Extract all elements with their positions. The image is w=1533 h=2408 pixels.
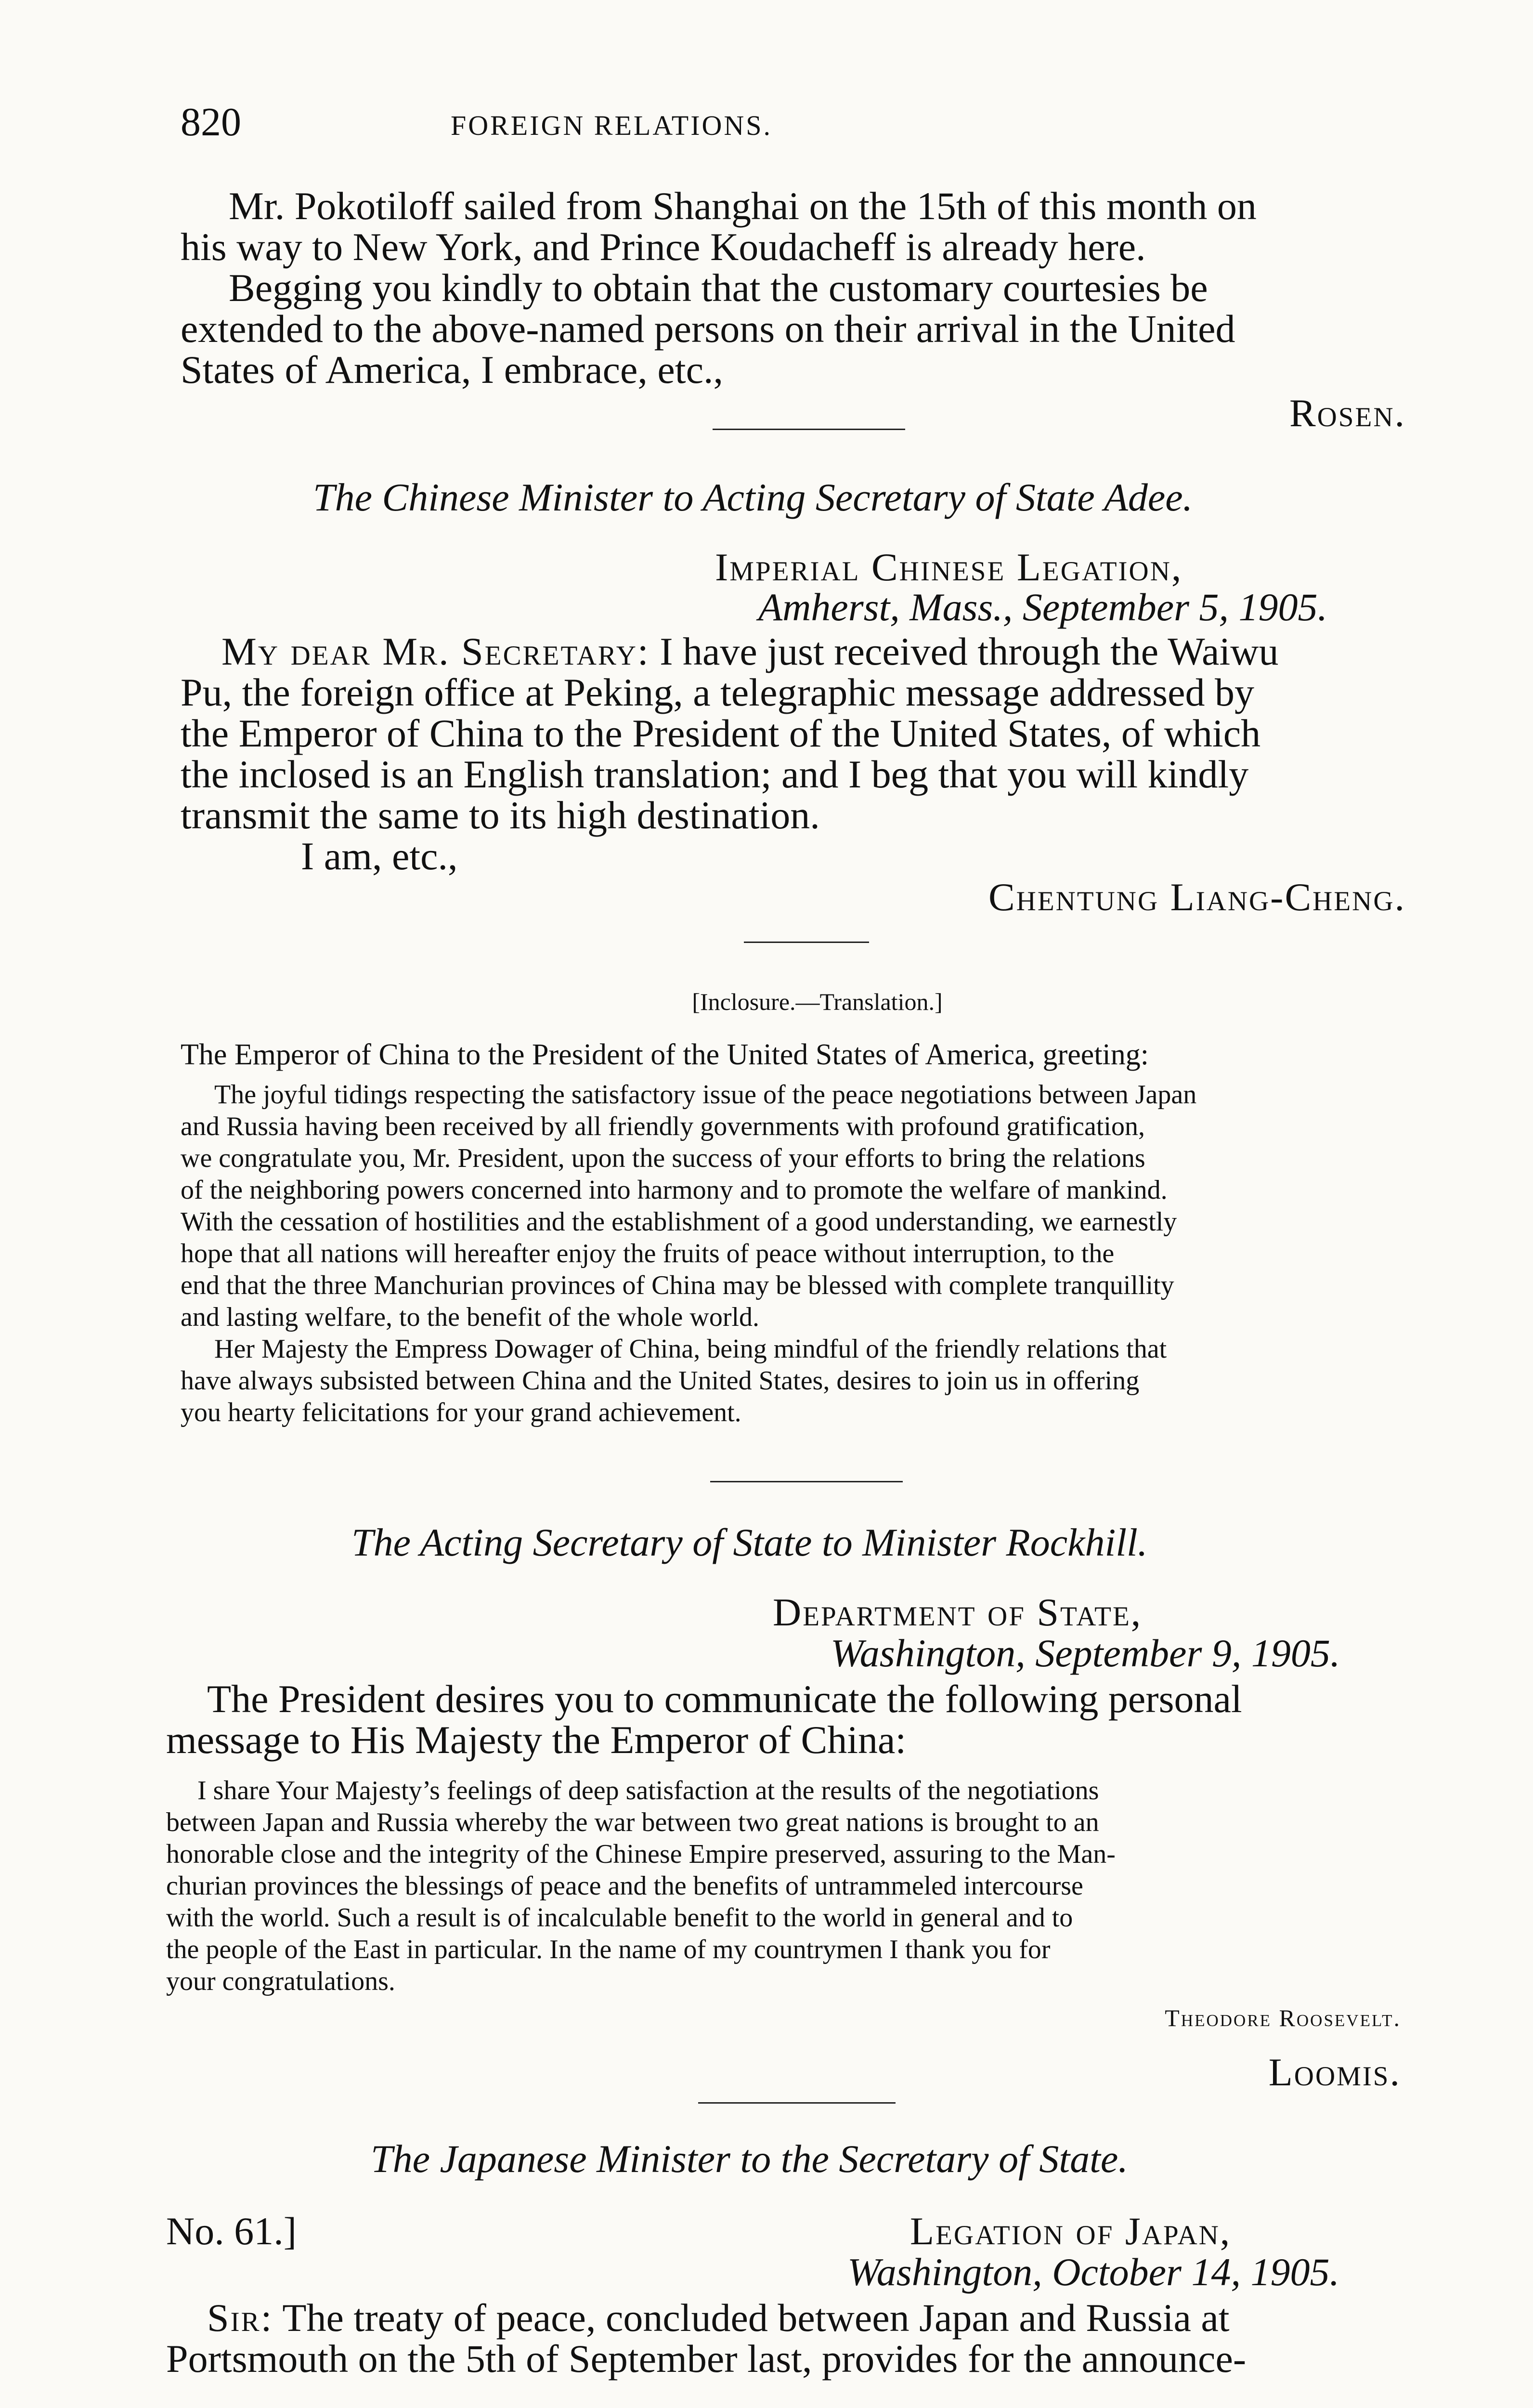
document-number: No. 61.] xyxy=(166,2209,297,2253)
inclosure-line: and Russia having been received by all friendly governments with profound gratification, xyxy=(181,1112,1145,1141)
body-line: extended to the above-named persons on their arrival in the United xyxy=(181,307,1235,351)
signature-chentung: Chentung Liang-Cheng. xyxy=(988,875,1406,919)
inclosure-line: hope that all nations will hereafter enjoy the fruits of peace without interruption, to the xyxy=(181,1239,1115,1269)
section-divider xyxy=(744,942,869,943)
body-line: transmit the same to its high destination. xyxy=(181,793,820,837)
body-line: Pu, the foreign office at Peking, a telegraphic message addressed by xyxy=(181,670,1254,714)
letter-heading: The Japanese Minister to the Secretary of State. xyxy=(371,2137,1128,2181)
inclosure-line: and lasting welfare, to the benefit of the whole world. xyxy=(181,1302,760,1332)
signature-rosen: Rosen. xyxy=(1289,391,1406,435)
section-divider xyxy=(698,2102,896,2104)
message-line: with the world. Such a result is of incalculable benefit to the world in general and to xyxy=(166,1903,1073,1933)
inclosure-line: have always subsisted between China and the United States, desires to join us in offering xyxy=(181,1366,1140,1396)
body-text: The treaty of peace, concluded between Japan and Russia at xyxy=(282,2296,1230,2340)
inclosure-greeting: The Emperor of China to the President of the United States of America, greeting: xyxy=(181,1038,1149,1071)
page-number: 820 xyxy=(181,100,241,144)
body-line: the inclosed is an English translation; and I beg that you will kindly xyxy=(181,752,1249,796)
signature-roosevelt: Theodore Roosevelt. xyxy=(1165,2004,1401,2031)
body-line-first xyxy=(221,631,1278,672)
running-title: FOREIGN RELATIONS. xyxy=(450,110,773,141)
message-line: I share Your Majesty’s feelings of deep satisfaction at the results of the negotiations xyxy=(197,1776,1099,1806)
inclosure-label: [Inclosure.—Translation.] xyxy=(692,988,943,1015)
body-line: Portsmouth on the 5th of September last, provides for the announce- xyxy=(166,2337,1247,2381)
body-line: his way to New York, and Prince Koudacheff is already here. xyxy=(181,225,1146,269)
message-line: the people of the East in particular. In the name of my countrymen I thank you for xyxy=(166,1935,1051,1964)
body-line: the Emperor of China to the President of the United States, of which xyxy=(181,711,1261,755)
signature-loomis: Loomis. xyxy=(1268,2050,1401,2094)
place-date: Washington, September 9, 1905. xyxy=(831,1631,1340,1675)
body-line-first xyxy=(207,2297,1230,2339)
salutation: My dear Mr. Secretary: xyxy=(221,629,650,673)
inclosure-line: of the neighboring powers concerned into harmony and to promote the welfare of mankind. xyxy=(181,1175,1168,1205)
message-line: your congratulations. xyxy=(166,1966,395,1996)
letter-heading: The Chinese Minister to Acting Secretary of State Adee. xyxy=(313,475,1193,519)
message-line: churian provinces the blessings of peace and the benefits of untrammeled intercourse xyxy=(166,1871,1083,1901)
body-line: States of America, I embrace, etc., xyxy=(181,348,723,392)
inclosure-line: we congratulate you, Mr. President, upon the success of your efforts to bring the relations xyxy=(181,1143,1145,1173)
inclosure-line: you hearty felicitations for your grand achievement. xyxy=(181,1398,741,1427)
inclosure-line: end that the three Manchurian provinces of China may be blessed with complete tranquillity xyxy=(181,1270,1174,1300)
sender-address: Department of State, xyxy=(773,1590,1143,1634)
body-line: message to His Majesty the Emperor of China: xyxy=(166,1718,907,1762)
place-date: Washington, October 14, 1905. xyxy=(847,2250,1339,2294)
section-divider xyxy=(713,429,905,430)
body-text: I have just received through the Waiwu xyxy=(660,629,1279,673)
sender-address: Imperial Chinese Legation, xyxy=(715,545,1183,589)
body-line: Begging you kindly to obtain that the customary courtesies be xyxy=(229,266,1208,310)
inclosure-line: The joyful tidings respecting the satisfactory issue of the peace negotiations between Japan xyxy=(214,1080,1197,1110)
letter-heading: The Acting Secretary of State to Minister Rockhill. xyxy=(351,1520,1148,1564)
sender-address: Legation of Japan, xyxy=(910,2209,1232,2253)
section-divider xyxy=(710,1481,903,1482)
message-line: honorable close and the integrity of the Chinese Empire preserved, assuring to the Man- xyxy=(166,1839,1116,1869)
message-line: between Japan and Russia whereby the war between two great nations is brought to an xyxy=(166,1807,1099,1837)
body-line: The President desires you to communicate the following personal xyxy=(207,1677,1242,1721)
closing: I am, etc., xyxy=(301,834,458,878)
salutation: Sir: xyxy=(207,2296,273,2340)
inclosure-line: With the cessation of hostilities and the establishment of a good understanding, we earnestly xyxy=(181,1207,1177,1237)
place-date: Amherst, Mass., September 5, 1905. xyxy=(758,585,1328,629)
body-line: Mr. Pokotiloff sailed from Shanghai on the 15th of this month on xyxy=(229,184,1257,228)
inclosure-line: Her Majesty the Empress Dowager of China, being mindful of the friendly relations that xyxy=(214,1334,1167,1364)
